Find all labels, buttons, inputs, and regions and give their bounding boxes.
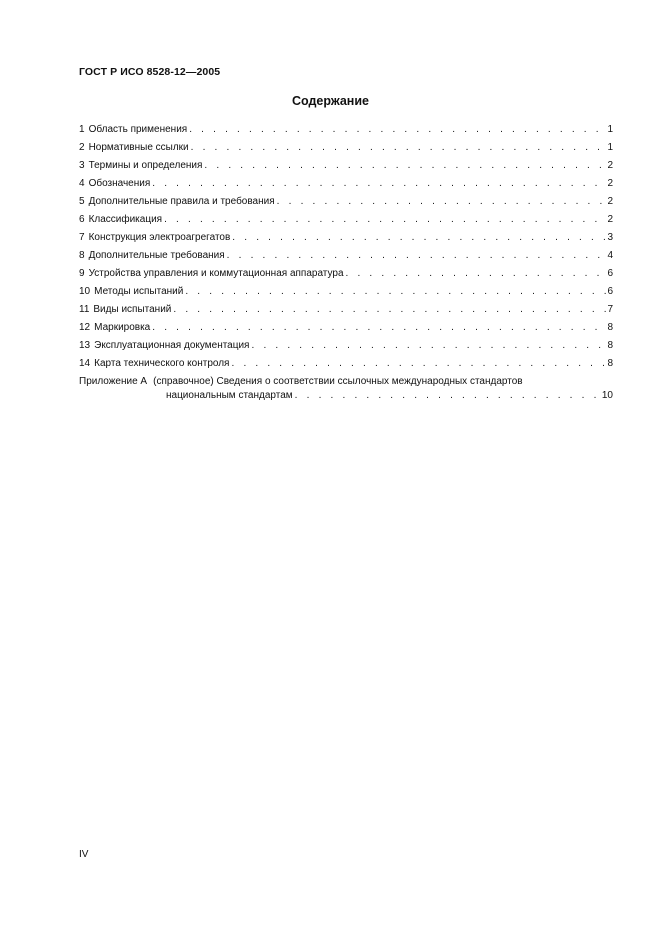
toc-title: Содержание bbox=[291, 94, 369, 108]
toc-leader-dots bbox=[152, 178, 606, 189]
toc-entry-page: 2 bbox=[607, 178, 613, 189]
toc-entry-number: 5 bbox=[79, 196, 85, 207]
toc-entry[interactable] bbox=[79, 268, 613, 286]
toc-entry-number: 11 bbox=[79, 304, 90, 315]
toc-entry[interactable] bbox=[79, 340, 613, 358]
page-number: IV bbox=[79, 849, 89, 860]
toc-entry[interactable] bbox=[79, 250, 613, 268]
toc-entry-page: 3 bbox=[607, 232, 613, 243]
toc-entry-page: 2 bbox=[607, 160, 613, 171]
toc-entry[interactable] bbox=[79, 358, 613, 376]
toc-entry-page: 2 bbox=[607, 196, 613, 207]
toc-entry-title: Конструкция электроагрегатов bbox=[88, 232, 231, 243]
toc-leader-dots bbox=[251, 340, 606, 351]
toc-annex-title-line2: национальным стандартам bbox=[166, 390, 293, 401]
toc-entry-number: 8 bbox=[79, 250, 85, 261]
toc-annex-page: 10 bbox=[601, 390, 613, 401]
toc-leader-dots bbox=[231, 358, 606, 369]
toc-leader-dots bbox=[204, 160, 606, 171]
toc-entry-page: 8 bbox=[607, 340, 613, 351]
toc-leader-dots bbox=[277, 196, 607, 207]
toc-entry-title: Дополнительные правила и требования bbox=[88, 196, 275, 207]
toc-entry-page: 2 bbox=[607, 214, 613, 225]
toc-entry-page: 7 bbox=[607, 304, 613, 315]
toc-entry-title: Обозначения bbox=[88, 178, 151, 189]
toc-entry-title: Область применения bbox=[88, 124, 188, 135]
toc-entry-page: 6 bbox=[607, 286, 613, 297]
toc-entry-title: Устройства управления и коммутационная аппаратура bbox=[88, 268, 344, 279]
toc-leader-dots bbox=[227, 250, 607, 261]
toc-entry-page: 1 bbox=[607, 124, 613, 135]
toc-entry-number: 13 bbox=[79, 340, 91, 351]
toc-entry-number: 14 bbox=[79, 358, 91, 369]
toc-entry-page: 4 bbox=[607, 250, 613, 261]
toc-leader-dots bbox=[191, 142, 607, 153]
toc-entry-title: Нормативные ссылки bbox=[88, 142, 189, 153]
toc-entry[interactable] bbox=[79, 178, 613, 196]
toc-entry-title: Маркировка bbox=[94, 322, 151, 333]
toc-leader-dots bbox=[173, 304, 606, 315]
toc-entry[interactable] bbox=[79, 304, 613, 322]
toc-leader-dots bbox=[152, 322, 606, 333]
toc-entry-title: Термины и определения bbox=[88, 160, 203, 171]
toc-entry[interactable] bbox=[79, 322, 613, 340]
toc-entry-title: Эксплуатационная документация bbox=[94, 340, 250, 351]
toc-entry-page: 8 bbox=[607, 358, 613, 369]
toc-leader-dots bbox=[164, 214, 606, 225]
toc-leader-dots bbox=[346, 268, 607, 279]
toc-entry-page: 1 bbox=[607, 142, 613, 153]
toc-entry-page: 8 bbox=[607, 322, 613, 333]
toc-entry[interactable] bbox=[79, 124, 613, 142]
toc-entry-number: 10 bbox=[79, 286, 91, 297]
toc-entry-number: 9 bbox=[79, 268, 85, 279]
toc-entry-title: Методы испытаний bbox=[94, 286, 184, 297]
toc-leader-dots bbox=[232, 232, 606, 243]
table-of-contents bbox=[79, 124, 613, 408]
toc-entry[interactable] bbox=[79, 142, 613, 160]
toc-annex-title-line1: (справочное) Сведения о соответствии ссылочных международных стандартов bbox=[153, 376, 523, 387]
toc-leader-dots bbox=[295, 390, 601, 401]
toc-entry-number: 4 bbox=[79, 178, 85, 189]
toc-entry[interactable] bbox=[79, 196, 613, 214]
toc-entry-title: Дополнительные требования bbox=[88, 250, 225, 261]
toc-entry-number: 1 bbox=[79, 124, 85, 135]
toc-annex-label: Приложение А bbox=[79, 376, 148, 387]
toc-entry-number: 2 bbox=[79, 142, 85, 153]
toc-entry[interactable] bbox=[79, 232, 613, 250]
toc-entry[interactable] bbox=[79, 286, 613, 304]
toc-entry[interactable] bbox=[79, 214, 613, 232]
toc-entry-number: 6 bbox=[79, 214, 85, 225]
toc-annex-entry[interactable] bbox=[79, 376, 613, 408]
toc-entry-number: 7 bbox=[79, 232, 85, 243]
toc-entry-title: Карта технического контроля bbox=[94, 358, 230, 369]
toc-entry-title: Виды испытаний bbox=[93, 304, 172, 315]
toc-entry[interactable] bbox=[79, 160, 613, 178]
toc-entry-number: 3 bbox=[79, 160, 85, 171]
toc-entry-number: 12 bbox=[79, 322, 91, 333]
toc-entry-page: 6 bbox=[607, 268, 613, 279]
toc-leader-dots bbox=[185, 286, 606, 297]
toc-entry-title: Классификация bbox=[88, 214, 163, 225]
document-standard-header: ГОСТ Р ИСО 8528-12—2005 bbox=[79, 66, 221, 78]
toc-leader-dots bbox=[189, 124, 606, 135]
